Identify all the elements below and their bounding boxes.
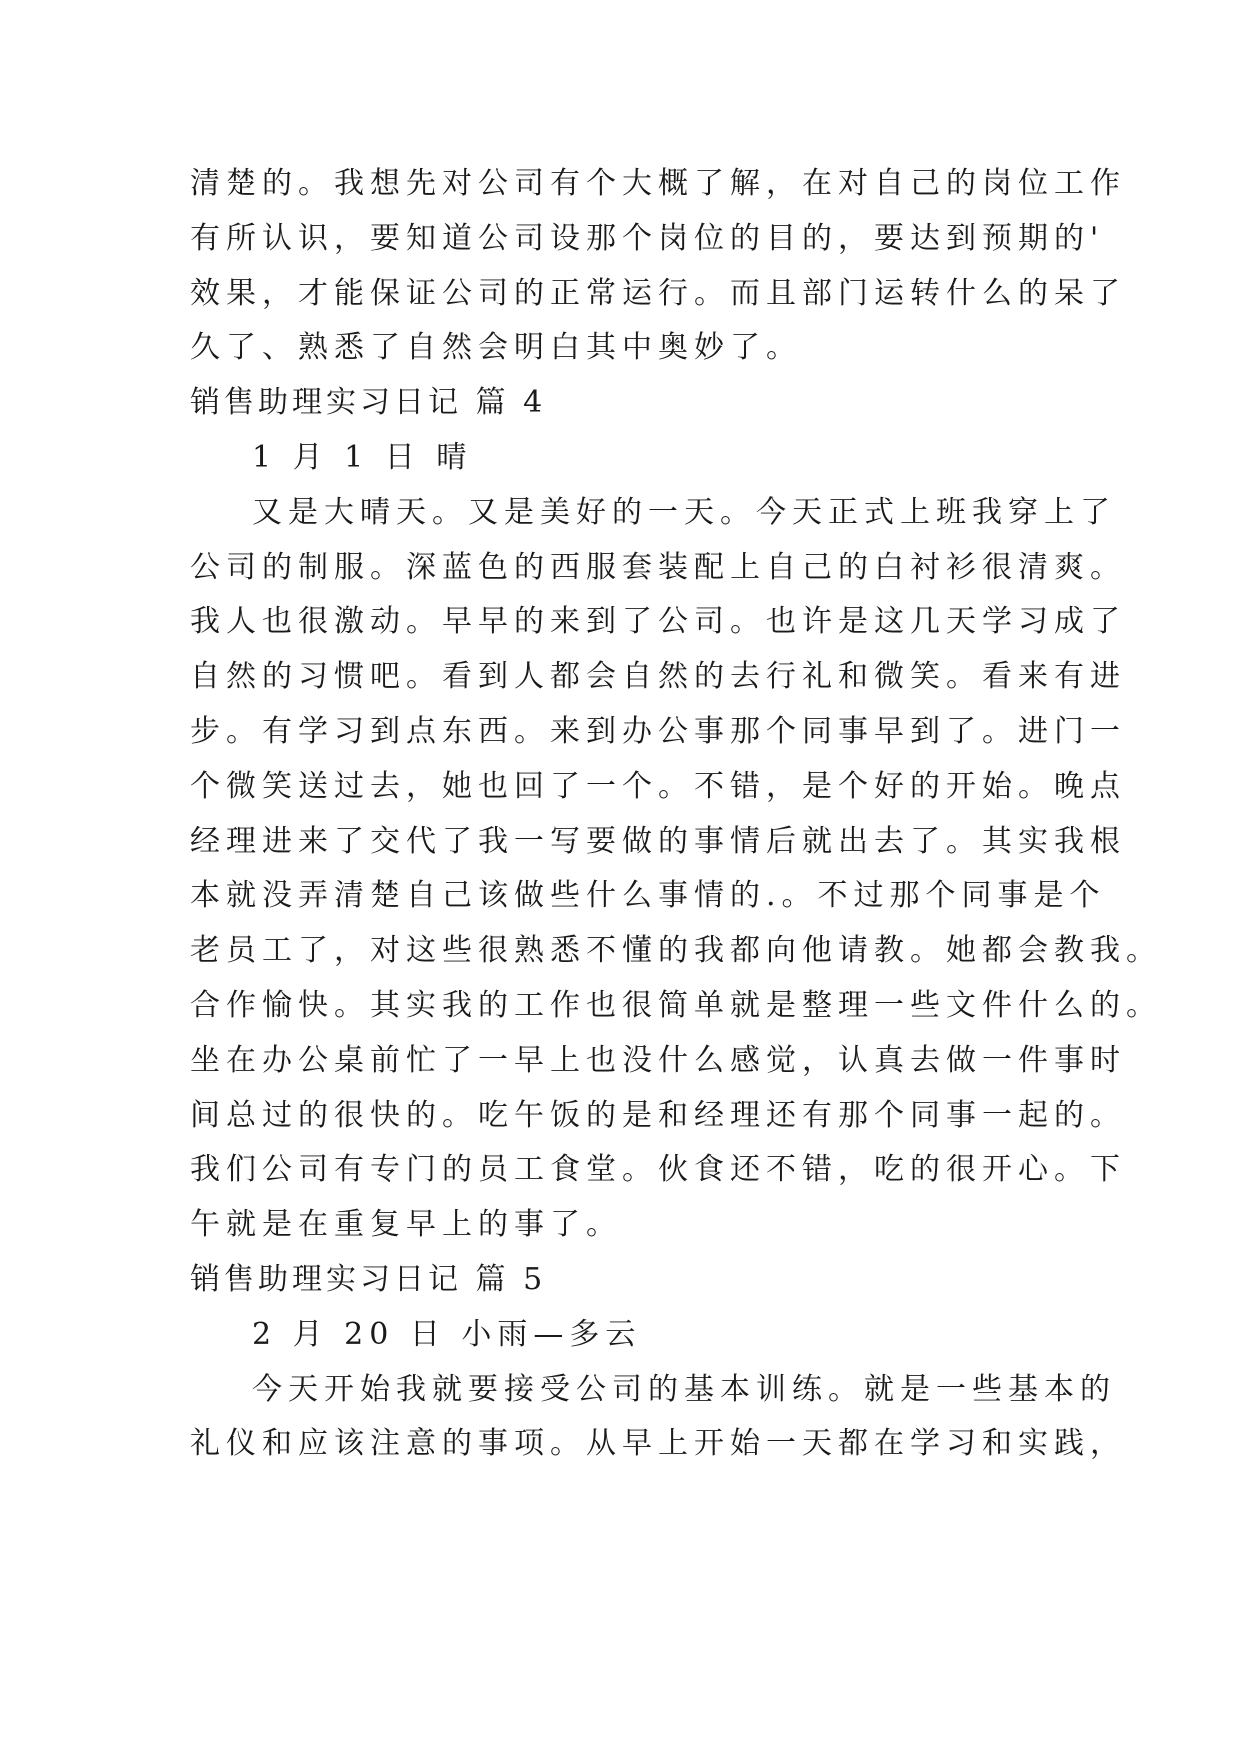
text-line: 公司的制服。深蓝色的西服套装配上自己的白衬衫很清爽。 (190, 549, 1126, 585)
text-line: 又是大晴天。又是美好的一天。今天正式上班我穿上了 (252, 494, 1116, 530)
text-line: 我们公司有专门的员工食堂。伙食还不错，吃的很开心。下 (190, 1152, 1126, 1188)
section-heading: 销售助理实习日记 篇 5 (190, 1261, 547, 1297)
text-line: 礼仪和应该注意的事项。从早上开始一天都在学习和实践， (190, 1426, 1126, 1462)
text-line: 午就是在重复早上的事了。 (190, 1207, 622, 1243)
text-line: 今天开始我就要接受公司的基本训练。就是一些基本的 (252, 1371, 1116, 1407)
diary-date-line: 2 月 20 日 小雨—多云 (252, 1316, 642, 1352)
text-line: 久了、熟悉了自然会明白其中奥妙了。 (190, 330, 802, 366)
text-line: 自然的习惯吧。看到人都会自然的去行礼和微笑。看来有进 (190, 659, 1126, 695)
text-line: 合作愉快。其实我的工作也很简单就是整理一些文件什么的。 (190, 987, 1162, 1023)
text-line: 老员工了，对这些很熟悉不懂的我都向他请教。她都会教我。 (190, 933, 1162, 969)
section-heading: 销售助理实习日记 篇 4 (190, 385, 547, 421)
text-line: 坐在办公桌前忙了一早上也没什么感觉，认真去做一件事时 (190, 1042, 1126, 1078)
text-line: 清楚的。我想先对公司有个大概了解，在对自己的岗位工作 (190, 166, 1126, 201)
document-body (190, 157, 1162, 1472)
text-line: 有所认识，要知道公司设那个岗位的目的，要达到预期的' (190, 220, 1105, 256)
text-line: 效果，才能保证公司的正常运行。而且部门运转什么的呆了 (190, 275, 1126, 311)
text-line: 我人也很激动。早早的来到了公司。也许是这几天学习成了 (190, 604, 1126, 640)
text-line: 经理进来了交代了我一写要做的事情后就出去了。其实我根 (190, 823, 1126, 859)
text-line: 个微笑送过去，她也回了一个。不错，是个好的开始。晚点 (190, 768, 1126, 804)
text-line: 步。有学习到点东西。来到办公事那个同事早到了。进门一 (190, 713, 1126, 749)
text-line: 间总过的很快的。吃午饭的是和经理还有那个同事一起的。 (190, 1097, 1126, 1133)
diary-date-line: 1 月 1 日 晴 (252, 439, 473, 475)
text-line: 本就没弄清楚自己该做些什么事情的.。不过那个同事是个 (190, 878, 1106, 914)
